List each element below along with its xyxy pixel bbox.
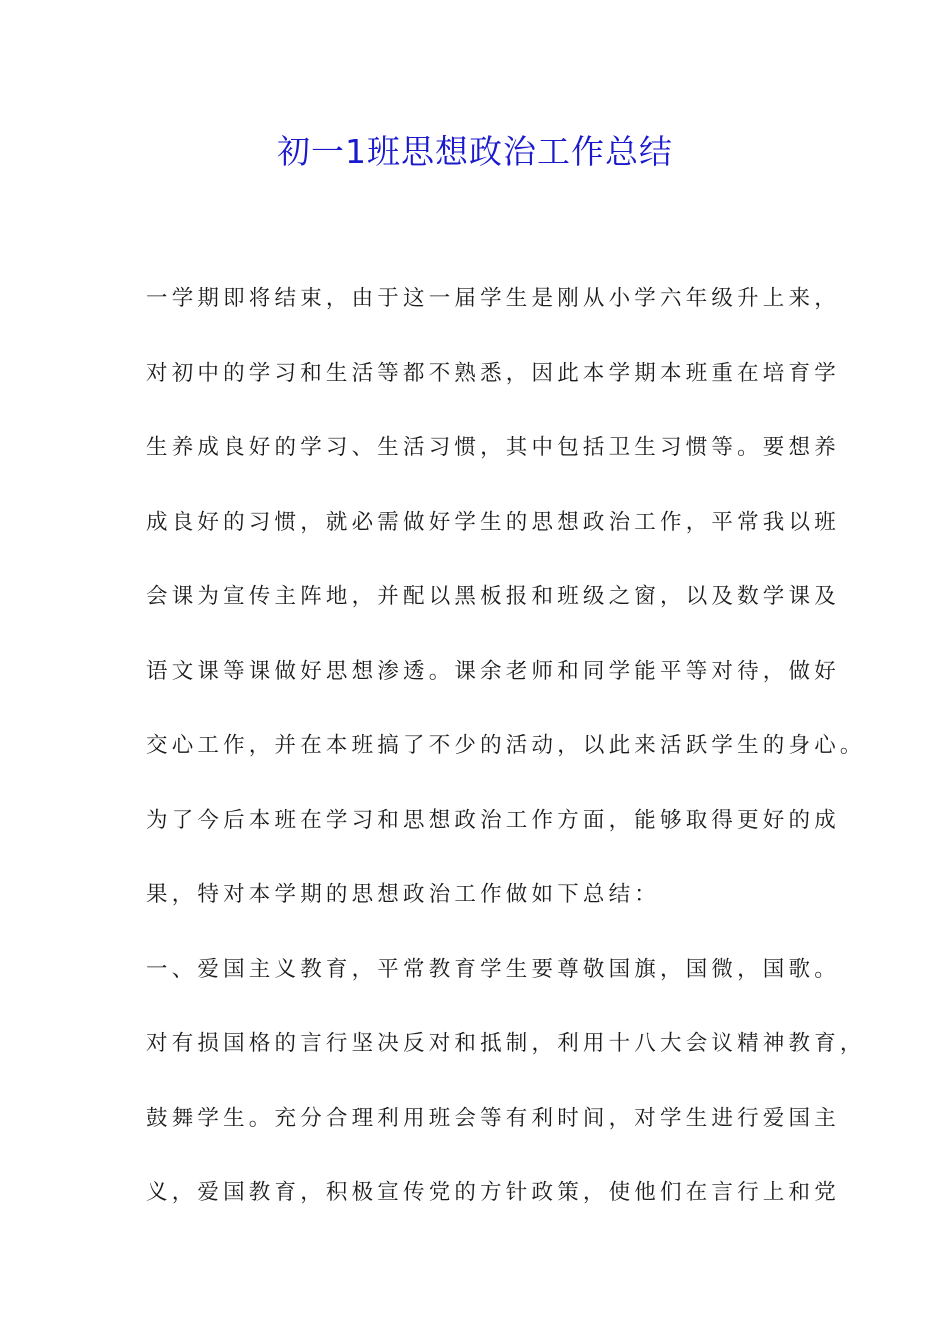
- body-line-3: 生养成良好的学习、生活习惯，其中包括卫生习惯等。要想养: [146, 435, 840, 460]
- document-title: 初一1班思想政治工作总结: [277, 132, 673, 171]
- body-line-12: 鼓舞学生。充分合理利用班会等有利时间，对学生进行爱国主: [146, 1105, 840, 1131]
- body-line-8: 为了今后本班在学习和思想政治工作方面，能够取得更好的成: [146, 807, 840, 833]
- body-line-4: 成良好的习惯，就必需做好学生的思想政治工作，平常我以班: [146, 509, 840, 535]
- body-line-1: 一学期即将结束，由于这一届学生是刚从小学六年级升上来，: [146, 286, 840, 311]
- document-body: [146, 262, 866, 1231]
- body-line-10: 一、爱国主义教育，平常教育学生要尊敬国旗，国微，国歌。: [146, 956, 840, 982]
- body-line-6: 语文课等课做好思想渗透。课余老师和同学能平等对待，做好: [146, 658, 840, 684]
- body-line-5: 会课为宣传主阵地，并配以黑板报和班级之窗，以及数学课及: [146, 584, 840, 609]
- body-line-9: 果，特对本学期的思想政治工作做如下总结：: [146, 882, 661, 907]
- body-line-7: 交心工作，并在本班搞了不少的活动，以此来活跃学生的身心。: [146, 733, 866, 758]
- body-line-11: 对有损国格的言行坚决反对和抵制，利用十八大会议精神教育，: [146, 1031, 866, 1056]
- body-line-2: 对初中的学习和生活等都不熟悉，因此本学期本班重在培育学: [146, 360, 840, 386]
- body-line-13: 义，爱国教育，积极宣传党的方针政策，使他们在言行上和党: [146, 1180, 840, 1205]
